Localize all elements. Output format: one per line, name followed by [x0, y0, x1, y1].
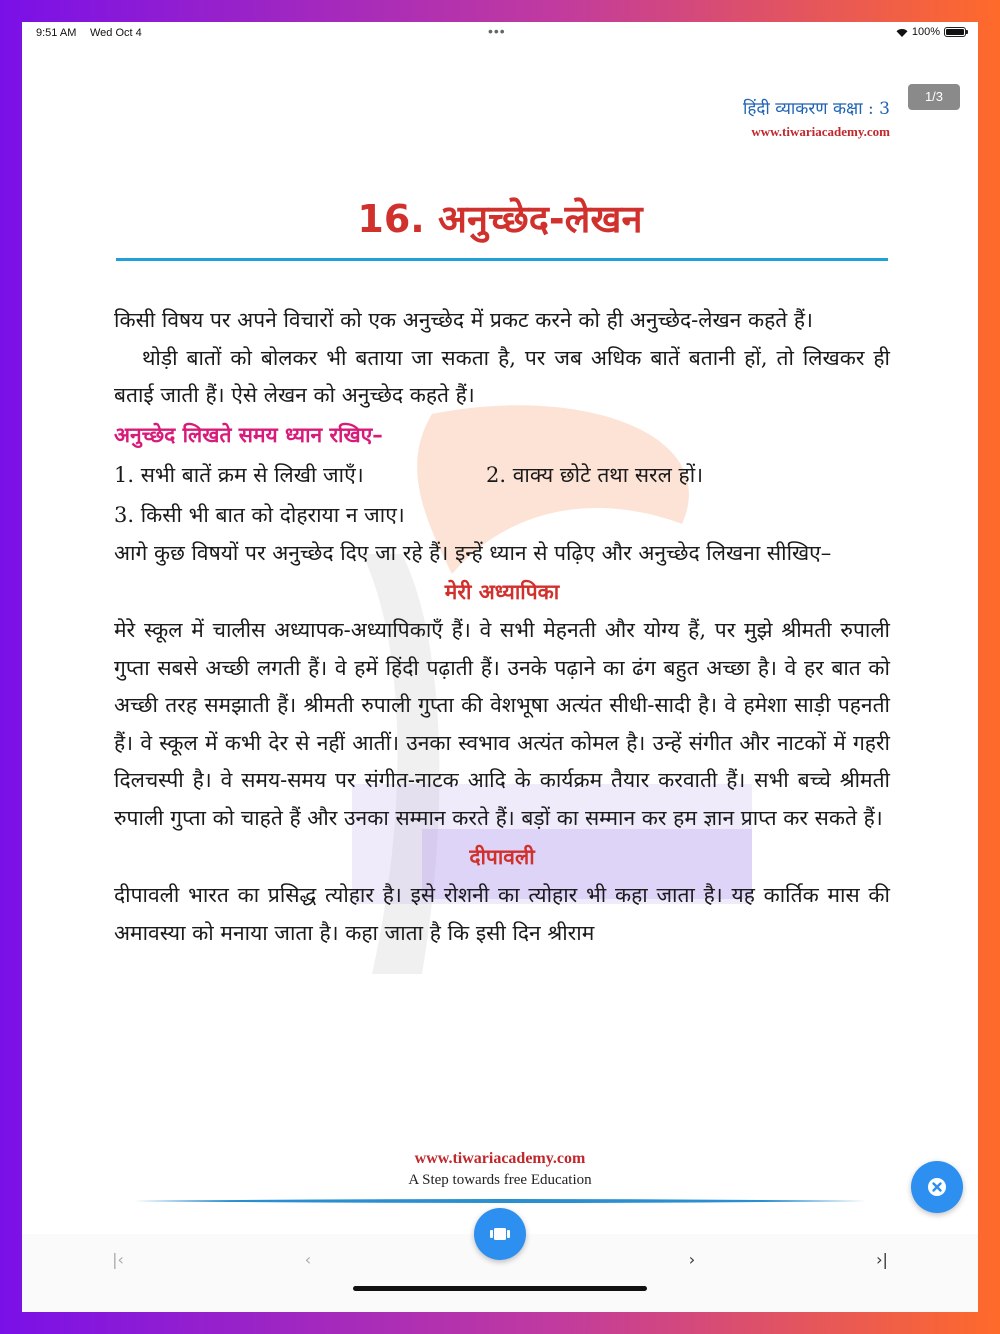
rules-row-2 [114, 495, 890, 535]
header-website: www.tiwariacademy.com [751, 124, 890, 139]
close-icon [927, 1177, 947, 1197]
status-date: Wed Oct 4 [90, 27, 142, 39]
transition-paragraph: आगे कुछ विषयों पर अनुच्छेद दिए जा रहे हैं। इन्हें ध्यान से पढ़िए और अनुच्छेद लिखना सीखिए– [114, 540, 832, 565]
page-indicator-badge: 1/3 [908, 84, 960, 110]
view-mode-button[interactable] [474, 1208, 526, 1260]
next-page-button[interactable]: › [688, 1250, 696, 1269]
last-page-button[interactable]: ›| [876, 1250, 888, 1269]
rule-item: 2. वाक्य छोटे तथा सरल हों। [486, 462, 704, 487]
status-time: 9:51 AM [36, 27, 77, 39]
close-button[interactable] [911, 1161, 963, 1213]
rules-row-1 [114, 455, 890, 495]
battery-icon [944, 27, 966, 37]
wifi-icon [896, 28, 908, 37]
footer-divider [134, 1198, 866, 1204]
footer-tagline: A Step towards free Education [408, 1172, 592, 1188]
battery-percent: 100% [911, 26, 940, 38]
status-indicators [896, 26, 966, 38]
rules-heading: अनुच्छेद लिखते समय ध्यान रखिए– [114, 422, 383, 447]
multitasking-dots-icon[interactable]: ••• [488, 23, 506, 39]
section-body-teacher: मेरे स्कूल में चालीस अध्यापक-अध्यापिकाएँ हैं। वे सभी मेहनती और योग्य हैं, पर मुझे श्रीमती रुपाली गुप्ता सबसे अच्छी लगती हैं। वे हमें हिंदी पढ़ाती हैं। उनके पढ़ाने का ढंग बहुत अच्छा है। वे हर बात को अच्छी तरह समझाती हैं। श्रीमती रुपाली गुप्ता की वेशभूषा अत्यंत सीधी-सादी है। वे हमेशा साड़ी पहनती हैं। वे स्कूल में कभी देर से नहीं आतीं। उनका स्वभाव अत्यंत कोमल है। उन्हें संगीत और नाटकों में गहरी दिलचस्पी है। वे समय-समय पर संगीत-नाटक आदि के कार्यक्रम तैयार करवाती हैं। सभी बच्चे श्रीमती रुपाली गुप्ता को चाहते हैं और उनका सम्मान करते हैं। बड़ों का सम्मान कर हम ज्ञान प्राप्त कर सकते हैं। [114, 618, 890, 830]
section-title-diwali: दीपावली [469, 845, 535, 869]
first-page-button[interactable]: |‹ [112, 1250, 124, 1269]
rule-item: 1. सभी बातें क्रम से लिखी जाएँ। [114, 462, 364, 487]
section-title-teacher: मेरी अध्यापिका [444, 580, 560, 604]
section-body-diwali: दीपावली भारत का प्रसिद्ध त्योहार है। इसे रोशनी का त्योहार भी कहा जाता है। यह कार्तिक मास की अमावस्या को मनाया जाता है। कहा जाता है कि इसी दिन श्रीराम [114, 883, 890, 945]
home-indicator[interactable] [353, 1286, 647, 1291]
intro-paragraph-1: किसी विषय पर अपने विचारों को एक अनुच्छेद में प्रकट करने को ही अनुच्छेद-लेखन कहते हैं। [114, 308, 814, 332]
document-page [22, 44, 978, 1254]
book-title: हिंदी व्याकरण कक्षा : 3 [742, 99, 890, 119]
intro-paragraph-2: थोड़ी बातों को बोलकर भी बताया जा सकता है, पर जब अधिक बातें बतानी हों, तो लिखकर ही बताई जाती हैं। ऐसे लेखन को अनुच्छेद कहते हैं। [114, 345, 890, 407]
rule-item: 3. किसी भी बात को दोहराया न जाए। [114, 502, 405, 527]
chapter-title: 16. अनुच्छेद-लेखन [357, 197, 643, 241]
title-divider [116, 258, 888, 261]
status-bar [22, 22, 978, 44]
device-screen [22, 22, 978, 1312]
previous-page-button[interactable]: ‹ [304, 1250, 312, 1269]
footer-website: www.tiwariacademy.com [414, 1150, 586, 1167]
page-content [114, 302, 890, 952]
pages-view-icon [489, 1226, 511, 1242]
